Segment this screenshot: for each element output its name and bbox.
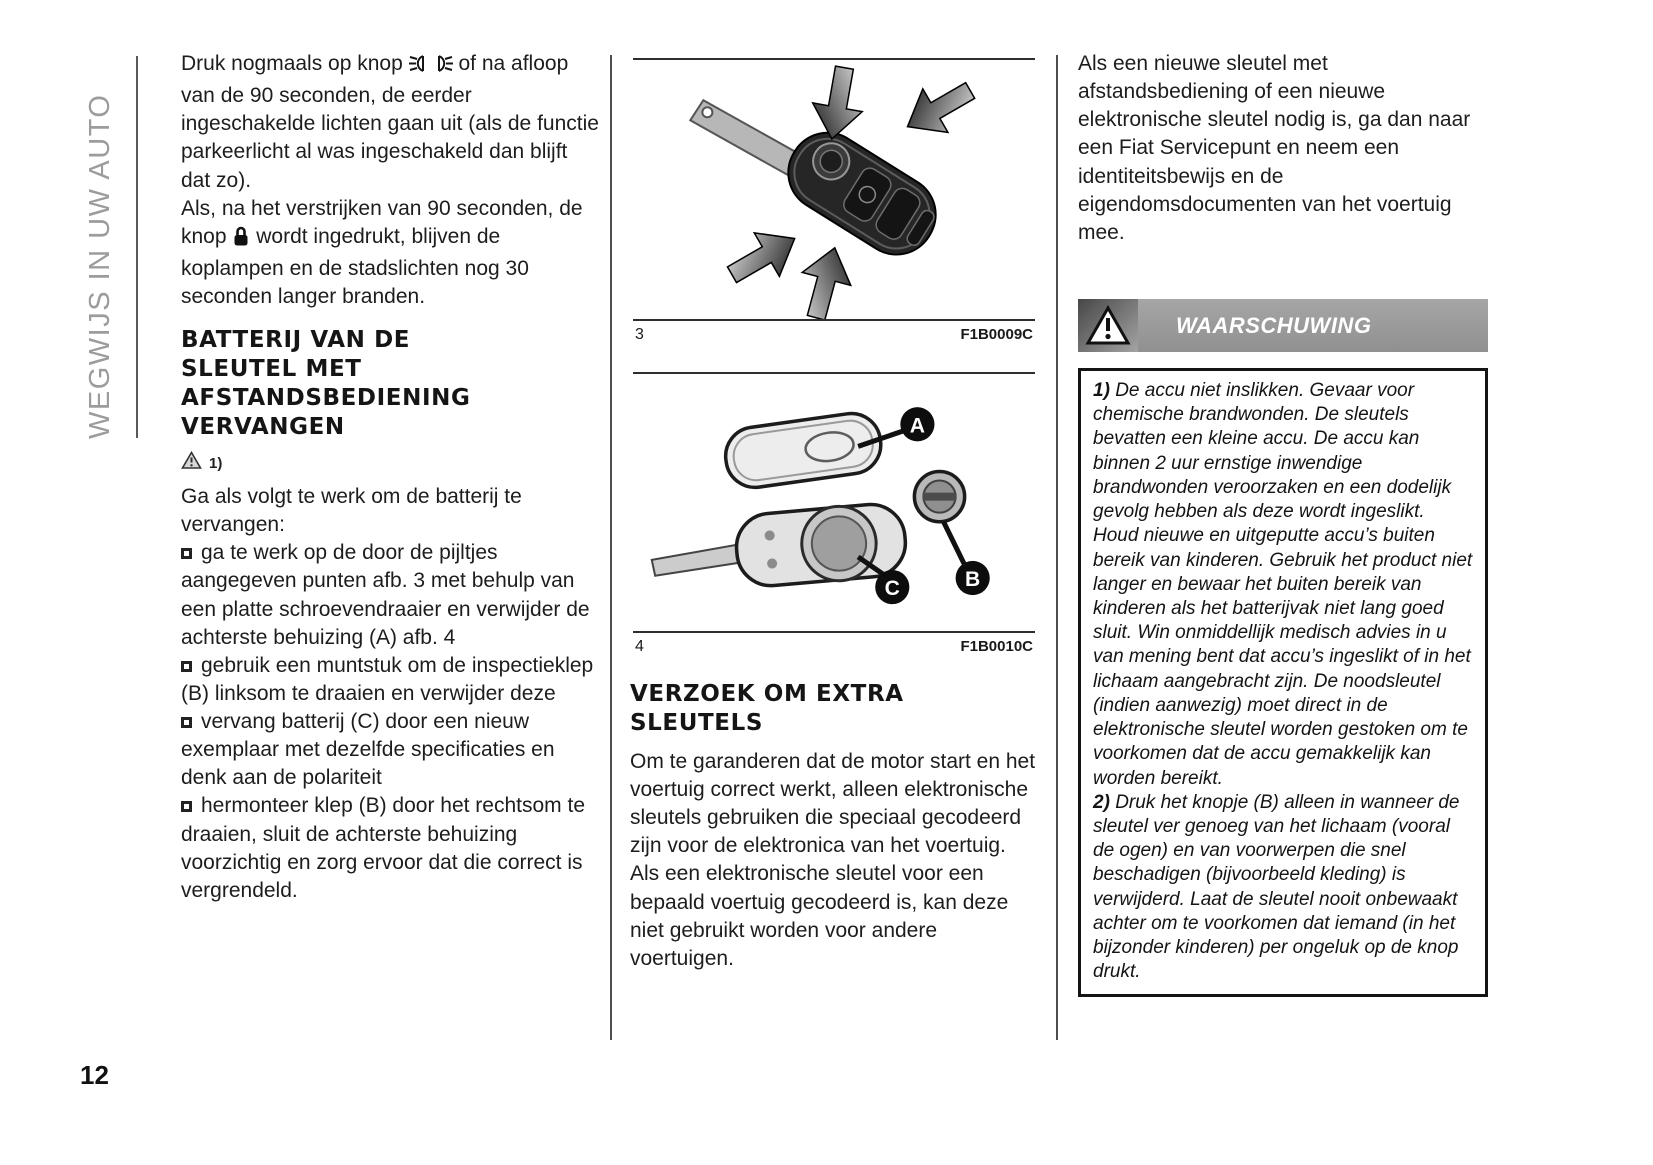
callout-c: C [884,577,900,601]
figure-battery-replacement [633,372,1035,656]
lock-icon [232,225,250,255]
warning-item: 2) Druk het knopje (B) alleen in wanneer de sleutel ver genoeg van het lichaam (vooral de ogen) en van voorwerpen die snel beschadigen (bijvoorbeeld kleding) is verwijderd. Laat de sleutel nooit onbewaakt achter om te voorkomen dat iemand (in het bijzonder kinderen) per ongeluk op de knop drukt. [1093,791,1460,983]
list-item: ga te werk op de door de pijltjes aangegeven punten afb. 3 met behulp van een platte schroevendraaier en verwijder de achterste behuizing (A) afb. 4 [181,541,590,649]
figure-caption [633,631,1035,656]
warning-header [1078,299,1488,352]
list-item: gebruik een muntstuk om de inspectieklep (B) linksom te draaien en verwijder deze [181,653,594,705]
column-middle-text [630,680,1038,973]
paragraph-lock: Als, na het verstrijken van 90 seconden, de knop wordt ingedrukt, blijven de koplampen en de stadslichten nog 30 seconden langer branden. [181,196,583,308]
arrow-left [719,217,807,297]
paragraph-new-key: Als een nieuwe sleutel met afstandsbediening of een nieuwe elektronische sleutel nodig is, ga dan naar een Fiat Servicepunt en neem een identiteitsbewijs en de eigendomsdocumenten van het voertuig mee. [1078,52,1471,244]
warning-sign-icon [1078,299,1138,352]
parking-lights-icon [409,53,453,82]
figure-key-arrows [633,58,1035,344]
list-item: hermonteer klep (B) door het rechtsom te draaien, sluit de achterste behuizing voorzichtig en zorg ervoor dat die correct is vergrendeld. [181,794,586,902]
warning-item-number: 1) [1093,380,1110,401]
figure-code: F1B0009C [960,326,1033,344]
arrow-right [895,69,983,149]
section-heading-extra-keys: VERZOEK OM EXTRA SLEUTELS [630,681,904,736]
figure-caption [633,319,1035,344]
intro-text: Ga als volgt te werk om de batterij te vervangen: [181,485,522,537]
warning-item: 1) De accu niet inslikken. Gevaar voor chemische brandwonden. De sleutels bevatten een kleine accu. De accu kan binnen 2 uur ernstige inwendige brandwonden veroorzaken en een dodelijk gevolg hebben als deze wordt ingeslikt. Houd nieuwe en uitgeputte accu’s buiten bereik van kinderen. Gebruik het product niet langer en bewaar het buiten bereik van kinderen als het batterijvak niet lang goed sluit. Win onmiddellijk medisch advies in u van mening bent dat accu’s ingeslikt of in het lichaam aangebracht zijn. De noodsleutel (indien aanwezig) moet direct in de elektronische sleutel worden gestoken om te voorkomen dat de accu gemakkelijk kan worden bereikt. [1093,380,1473,789]
paragraph-lights: Druk nogmaals op knop of na afloop van de 90 seconden, de eerder ingeschakelde lichten gaan uit (als de functie parkeerlicht al was ingeschakeld dan blijft dat zo). [181,52,599,192]
arrow-bottom [792,241,859,319]
figure-number: 3 [635,326,644,344]
sidebar-rule [136,56,138,438]
paragraph: Als een elektronische sleutel voor een bepaald voertuig gecodeerd is, kan deze niet gebruikt worden voor andere voertuigen. [630,862,1009,970]
key-exploded-illustration [633,374,1035,631]
warning-triangle-icon [181,451,202,475]
figure-code: F1B0010C [960,638,1033,656]
warning-reference [181,451,601,475]
paragraph: Om te garanderen dat de motor start en het voertuig correct werkt, alleen elektronische sleutels gebruiken die speciaal gecodeerd zijn voor de elektronica van het voertuig. [630,749,1036,858]
figure-number: 4 [635,638,644,656]
section-heading-battery: BATTERIJ VAN DE SLEUTEL MET AFSTANDSBEDIENING VERVANGEN [181,327,471,441]
square-bullet-icon [181,801,192,812]
warning-item-number: 2) [1093,791,1110,813]
list-item: vervang batterij (C) door een nieuw exemplaar met dezelfde specificaties en denk aan de polariteit [181,710,555,790]
column-divider [610,55,612,1040]
chapter-label: WEGWIJS IN UW AUTO [84,93,116,439]
square-bullet-icon [181,661,192,672]
square-bullet-icon [181,548,192,559]
callout-b: B [965,568,981,592]
arrow-top [807,63,869,143]
page-number: 12 [80,1060,109,1090]
warning-box [1078,368,1488,997]
warning-ref-number: 1) [209,454,223,472]
column-left [181,50,601,905]
key-fob-illustration [633,60,1035,319]
column-divider [1056,55,1058,1040]
warning-title: WAARSCHUWING [1176,312,1372,338]
callout-a: A [909,414,926,438]
square-bullet-icon [181,717,192,728]
